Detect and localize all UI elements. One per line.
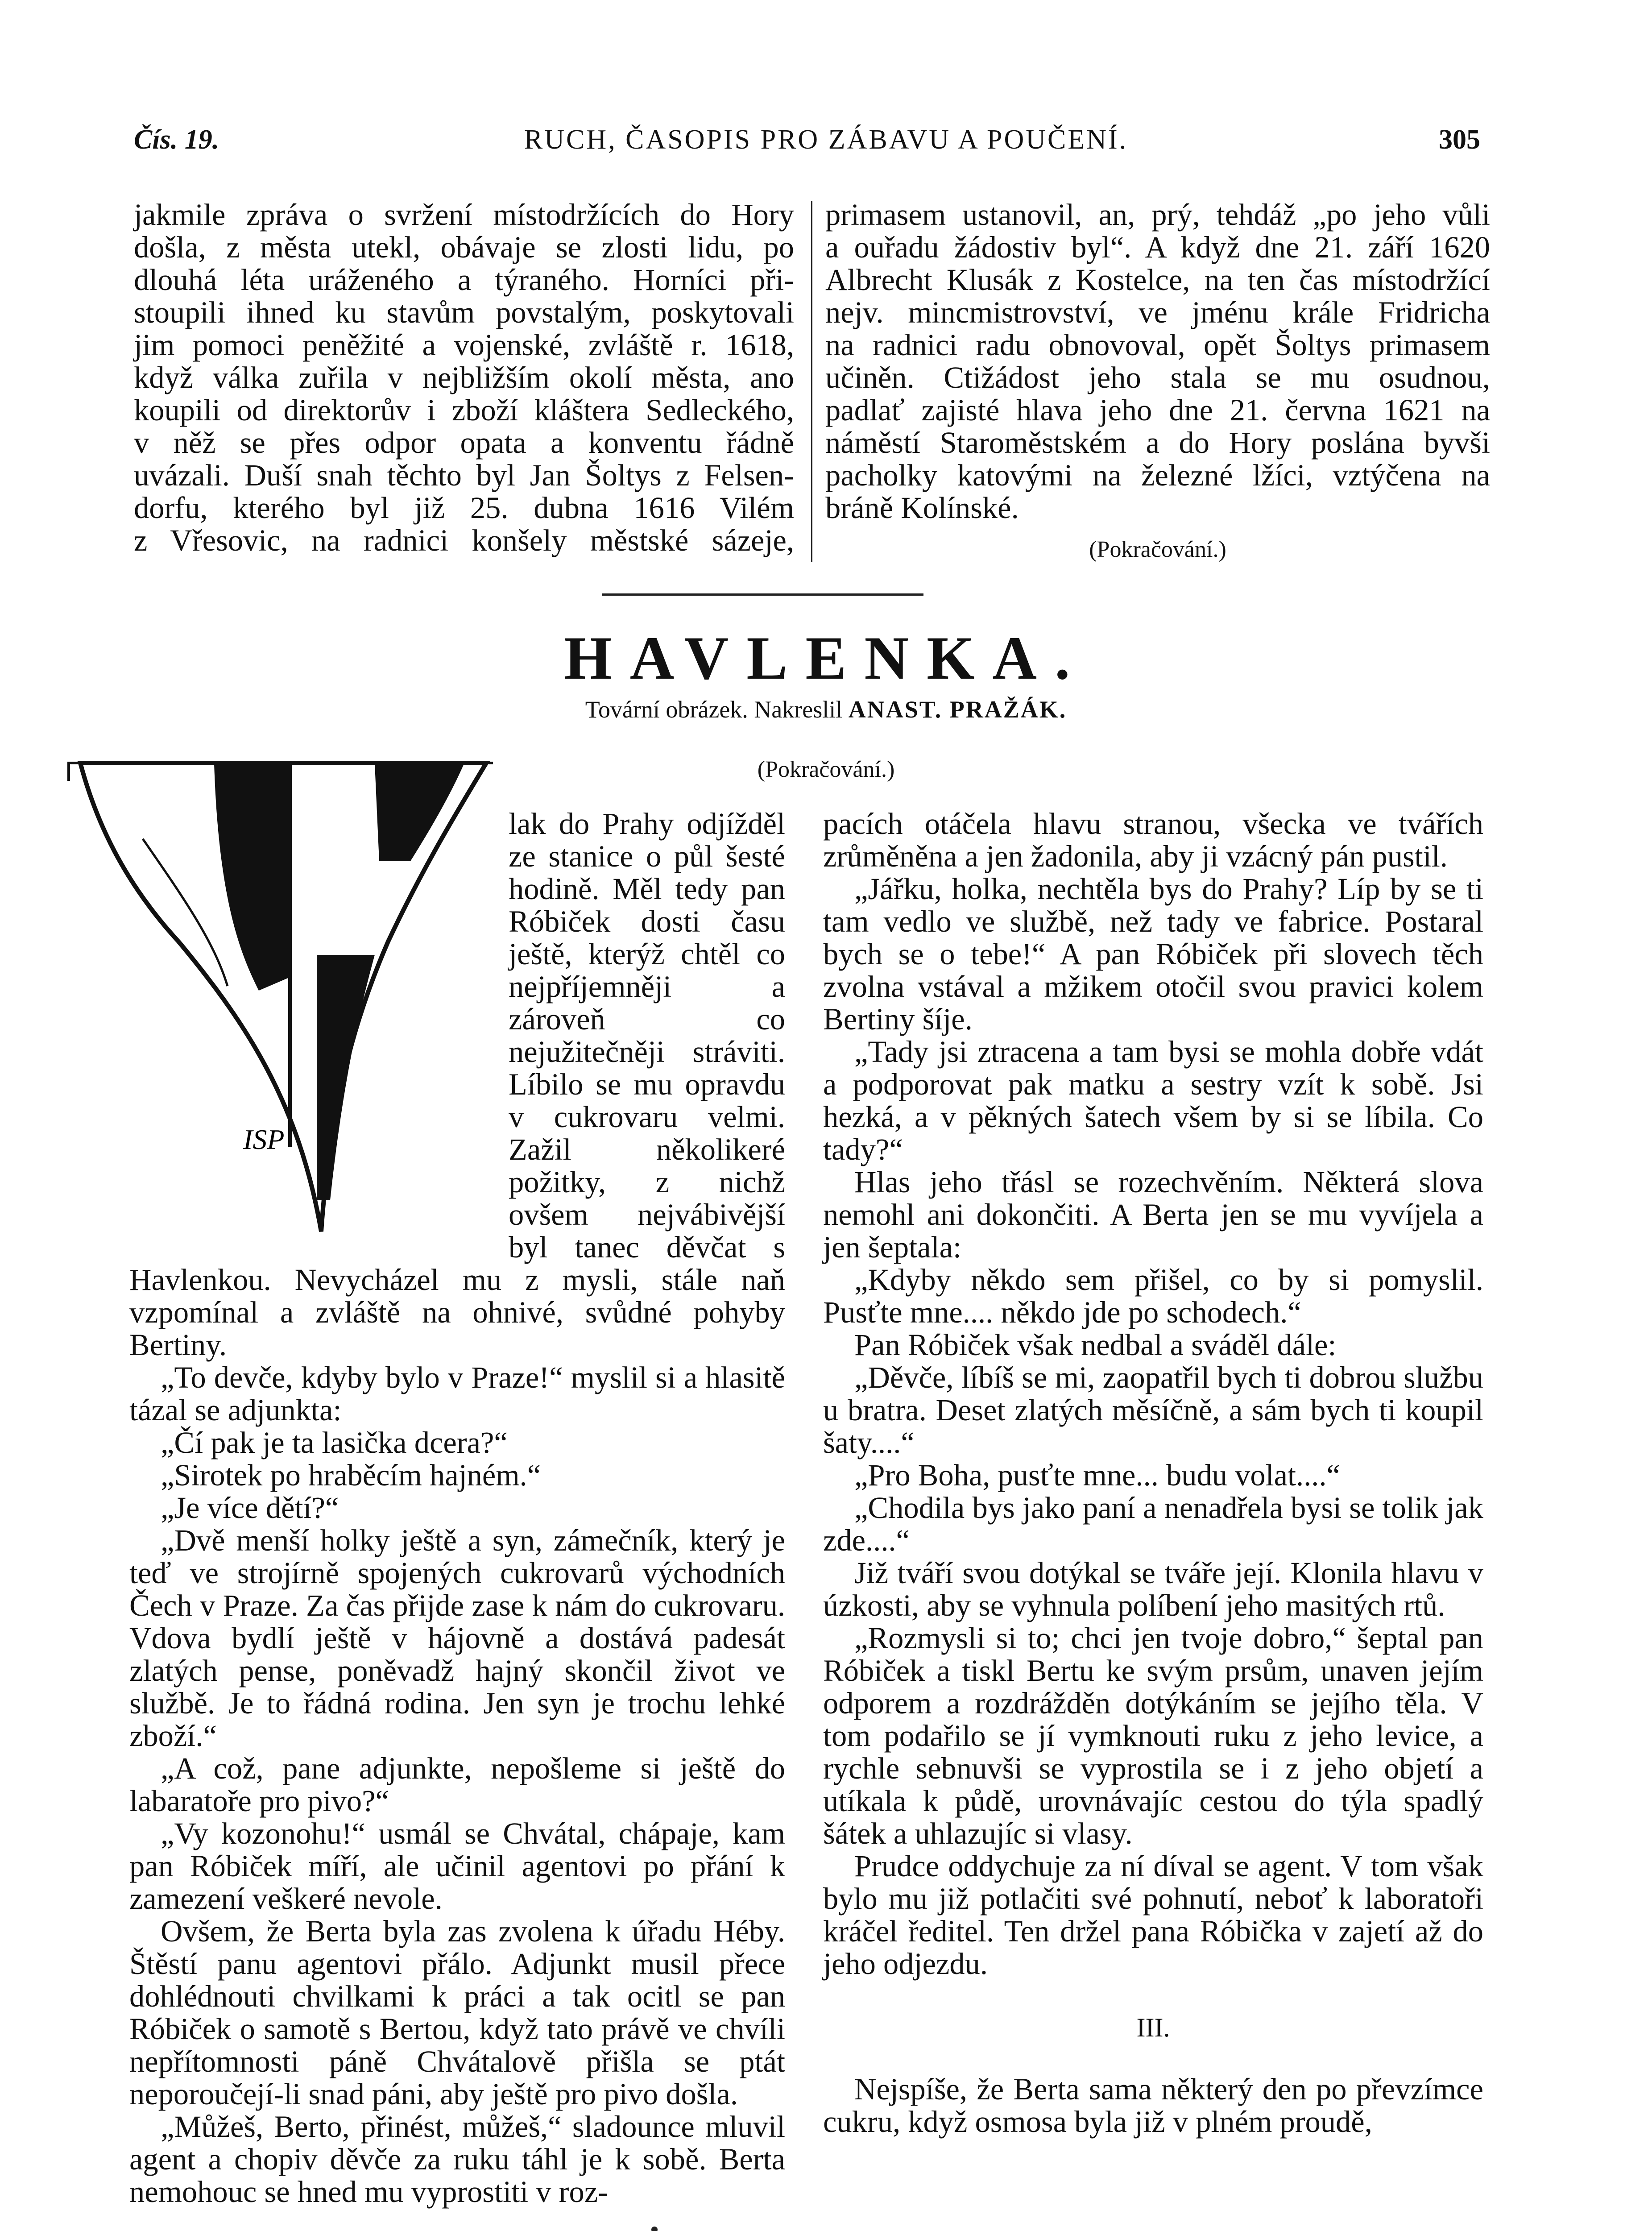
text-line: na radnici radu obnovoval, opět Šoltys primasem [825,328,1490,362]
paragraph: Již tváří svou dotýkal se tváře její. Klonila hlavu v úzkosti, aby se vyhnula políbení jeho masitých rtů. [823,1556,1483,1622]
story-title: HAVLENKA. [564,624,1088,692]
text-line: když válka zuřila v nejbližším okolí města, ano [134,361,794,394]
text-line: stoupili ihned ku stavům povstalým, poskytovali [134,295,794,329]
paragraph: „A což, pane adjunkte, nepošleme si ještě do labaratoře pro pivo?“ [129,1751,785,1818]
text-line: padlať zajisté hlava jeho dne 21. června 1621 na [825,393,1490,427]
subtitle-text: Tovární obrázek. Nakreslil [585,696,843,723]
paragraph: „Jářku, holka, nechtěla bys do Prahy? Líp by se ti tam vedlo ve službě, než tady ve fabrice. Postaral bych se o tebe!“ A pan Róbiček při slovech těch zvolna vstával a mžikem otočil svou pravici kolem Bertiny šíje. [823,872,1483,1036]
author-name: ANAST. PRAŽÁK. [848,696,1067,723]
text-line: z Vřesovic, na radnici konšely městské sázeje, [134,523,794,557]
paragraph: „Je více dětí?“ [161,1491,339,1525]
journal-title: RUCH, ČASOPIS PRO ZÁBAVU A POUČENÍ. [524,124,1128,155]
paragraph: „Můžeš, Berto, přinést, můžeš,“ sladounce mluvil agent a chopiv děvče za ruku táhl je k sobě. Berta nemohouc se hned mu vyprostiti v roz- [129,2110,785,2209]
artist-monogram: ISP [243,1124,285,1155]
text-line: bráně Kolínské. [825,491,1019,525]
text-line: v něž se přes odpor opata a konventu řádně [134,426,794,460]
story-left-body [129,808,785,2208]
story-subtitle [0,694,1652,725]
paragraph: „Děvče, líbíš se mi, zaopatřil bych ti dobrou službu u bratra. Deset zlatých měsíčně, a sám bych ti koupil šaty....“ [823,1360,1483,1460]
story-right-column [823,808,1483,2138]
article-separator [602,593,923,596]
paragraph: Pan Róbiček však nedbal a sváděl dále: [854,1328,1337,1362]
paragraph: „Dvě menší holky ještě a syn, zámečník, který je teď ve strojírně spojených cukrovarů východních Čech v Praze. Za čas přijde zase k nám do cukrovaru. Vdova bydlí ještě v hájovně a dostává padesát zlatých pense, poněvadž hajný skončil život ve službě. Je to řádná rodina. Jen syn je trochu lehké zboží.“ [129,1523,785,1753]
continued-label: (Pokračování.) [757,757,895,782]
text-line: dorfu, kterého byl již 25. dubna 1616 Vilém [134,491,794,525]
column-divider [811,201,812,562]
section-number: III. [1136,2013,1170,2042]
text-line: primasem ustanovil, an, prý, tehdáž „po jeho vůli [825,198,1490,232]
paragraph: „Pro Boha, pusťte mne... budu volat....“ [854,1458,1340,1492]
paragraph: Hlas jeho třásl se rozechvěním. Některá slova nemohl ani dokončiti. A Berta jen se mu vyvíjela a jen šeptala: [823,1165,1483,1264]
text-line: náměstí Staroměstském a do Hory poslána byvši [825,426,1490,460]
opening-paragraph: lak do Prahy odjížděl ze stanice o půl šesté hodině. Měl tedy pan Róbiček dosti času ještě, kterýž chtěl co nejpříjemněji a zároveň co nejužitečněji stráviti. Líbilo se mu opravdu v cukrovaru velmi. Zažil několikeré požitky, z nichž ovšem nejvábivější byl tanec děvčat s Havlenkou. Nevycházel mu z mysli, stále naň vzpomínal a zvláště na ohnivé, svůdné pohyby Bertiny. [129,807,785,1362]
illustration-float-spacer [129,808,509,1254]
top-left-column [134,199,794,557]
paragraph: Ovšem, že Berta byla zas zvolena k úřadu Héby. Štěstí panu agentovi přálo. Adjunkt musil přece dohlédnouti chvilkami k práci a tak ocitl se pan Róbiček o samotě s Bertou, když tato právě ve chvíli nepřítomnosti páně Chvátalově přišla se ptát neporoučejí-li snad páni, aby ještě pro pivo došla. [129,1914,785,2111]
text-line: Albrecht Klusák z Kostelce, na ten čas místodržící [825,263,1490,297]
text-line: pacholky katovými na železné lžíci, vztýčena na [825,458,1490,492]
text-line: uvázali. Duší snah těchto byl Jan Šoltys z Felsen- [134,458,794,492]
text-line: dlouhá léta uráženého a týraného. Horníci při- [134,263,794,297]
text-line: a ouřadu žádostiv byl“. A když dne 21. září 1620 [825,230,1490,264]
paragraph: „Tady jsi ztracena a tam bysi se mohla dobře vdát a podporovat pak matku a sestry vzít k sobě. Jsi hezká, a v pěkných šatech všem by si se líbila. Co tady?“ [823,1035,1483,1166]
text-line: jim pomoci peněžité a vojenské, zvláště r. 1618, [134,328,794,362]
paragraph: „Čí pak je ta lasička dcera?“ [161,1426,508,1460]
text-line: koupili od direktorův i zboží kláštera Sedleckého, [134,393,794,427]
paragraph: „Sirotek po hraběcím hajném.“ [161,1458,541,1492]
paragraph: pacích otáčela hlavu stranou, všecka ve tvářích zrůměněna a jen žadonila, aby ji vzácný pán pustil. [823,807,1483,873]
text-line: učiněn. Ctižádost jeho stala se mu osudnou, [825,361,1490,394]
paragraph: Prudce oddychuje za ní díval se agent. V tom však bylo mu již potlačiti své pohnutí, neboť k laboratoři kráčel ředitel. Ten držel pana Róbička v zajetí až do jeho odjezdu. [823,1849,1483,1981]
paragraph: „Chodila bys jako paní a nenadřela bysi se tolik jak zde....“ [823,1491,1483,1557]
paragraph: „To devče, kdyby bylo v Praze!“ myslil si a hlasitě tázal se adjunkta: [129,1360,785,1427]
paragraph: „Rozmysli si to; chci jen tvoje dobro,“ šeptal pan Róbiček a tiskl Bertu ke svým prsům, unaven jejím odporem a rozdrážděn dotýkáním se jejího těla. V tom podařilo se jí vymknouti ruku z jeho levice, a rychle sebnuvši se vyprostila se i z jeho objetí a utíkala k půdě, urovnávajíc cestou do týla spadlý šátek a uhlazujíc si vlasy. [823,1621,1483,1850]
issue-number: Čís. 19. [134,124,219,155]
text-line: jakmile zpráva o svržení místodržících do Hory [134,198,794,232]
text-line: nejv. mincmistrovství, ve jménu krále Fridricha [825,295,1490,329]
top-right-column [825,199,1490,566]
page-number: 305 [1439,124,1480,155]
print-speck [651,2227,658,2231]
text-line: došla, z města utekl, obávaje se zlosti lidu, po [134,230,794,264]
paragraph: „Vy kozonohu!“ usmál se Chvátal, chápaje, kam pan Róbiček míří, ale učinil agentovi po přání k zamezení veškeré nevole. [129,1816,785,1916]
continued-note: (Pokračování.) [1089,537,1226,562]
paragraph: Nejspíše, že Berta sama některý den po převzímce cukru, když osmosa byla již v plném proudě, [823,2072,1483,2139]
paragraph: „Kdyby někdo sem přišel, co by si pomyslil. Pusťte mne.... někdo jde po schodech.“ [823,1263,1483,1329]
